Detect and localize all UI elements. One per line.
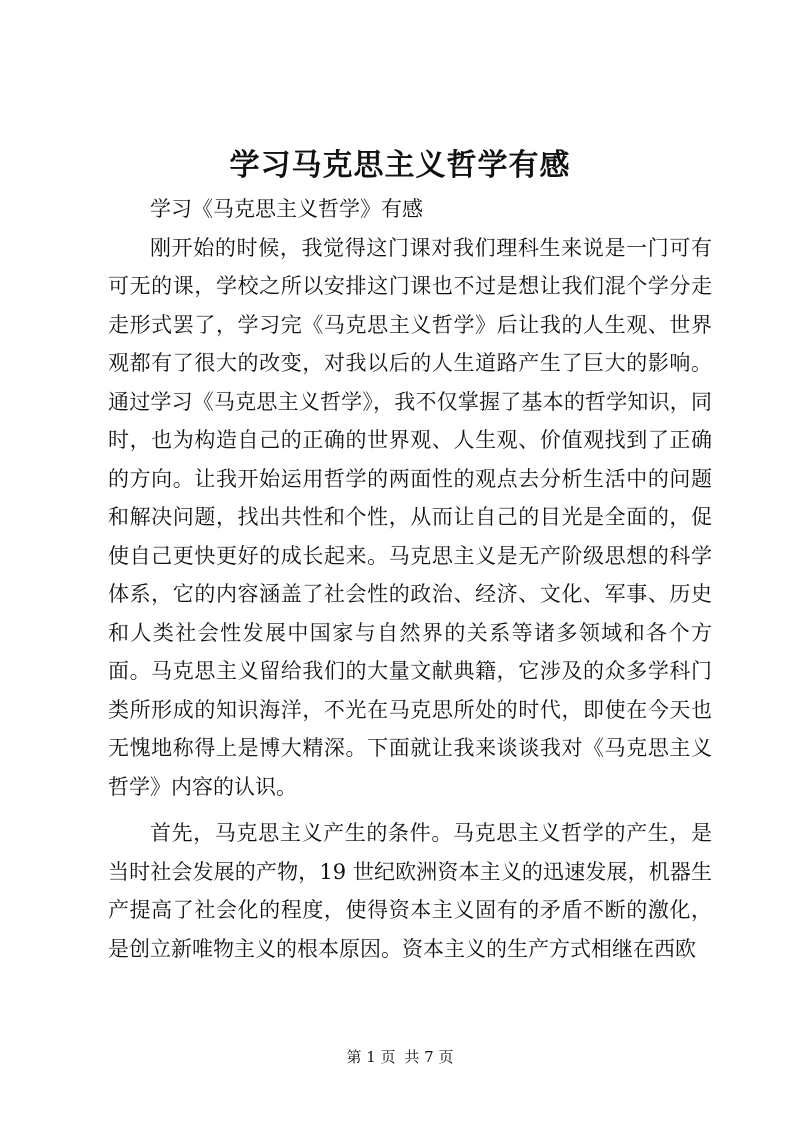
subtitle-paragraph: 学习《马克思主义哲学》有感 [150, 197, 423, 221]
document-title: 学习马克思主义哲学有感 [229, 148, 571, 183]
page-total: 共 7 页 [404, 1048, 454, 1066]
body-paragraph: 首先，马克思主义产生的条件。马克思主义哲学的产生，是当时社会发展的产物，19 世纪欧洲资本主义的迅速发展，机器生产提高了社会化的程度，使得资本主义固有的矛盾不断的激化，是创立新唯物主义的根本原因。资本主义的生产方式相继在西欧 [108, 821, 712, 961]
document-body [108, 190, 712, 976]
page-footer [0, 1046, 800, 1067]
body-paragraph: 刚开始的时候，我觉得这门课对我们理科生来说是一门可有可无的课，学校之所以安排这门课也不过是想让我们混个学分走走形式罢了，学习完《马克思主义哲学》后让我的人生观、世界观都有了很大的改变，对我以后的人生道路产生了巨大的影响。通过学习《马克思主义哲学》，我不仅掌握了基本的哲学知识，同时，也为构造自己的正确的世界观、人生观、价值观找到了正确的方向。让我开始运用哲学的两面性的观点去分析生活中的问题和解决问题，找出共性和个性，从而让自己的目光是全面的，促使自己更快更好的成长起来。马克思主义是无产阶级思想的科学体系，它的内容涵盖了社会性的政治、经济、文化、军事、历史和人类社会性发展中国家与自然界的关系等诸多领域和各个方面。马克思主义留给我们的大量文献典籍，它涉及的众多学科门类所形成的知识海洋，不光在马克思所处的时代，即使在今天也无愧地称得上是博大精深。下面就让我来谈谈我对《马克思主义哲学》内容的认识。 [108, 235, 712, 799]
page-number: 第 1 页 [346, 1048, 396, 1066]
